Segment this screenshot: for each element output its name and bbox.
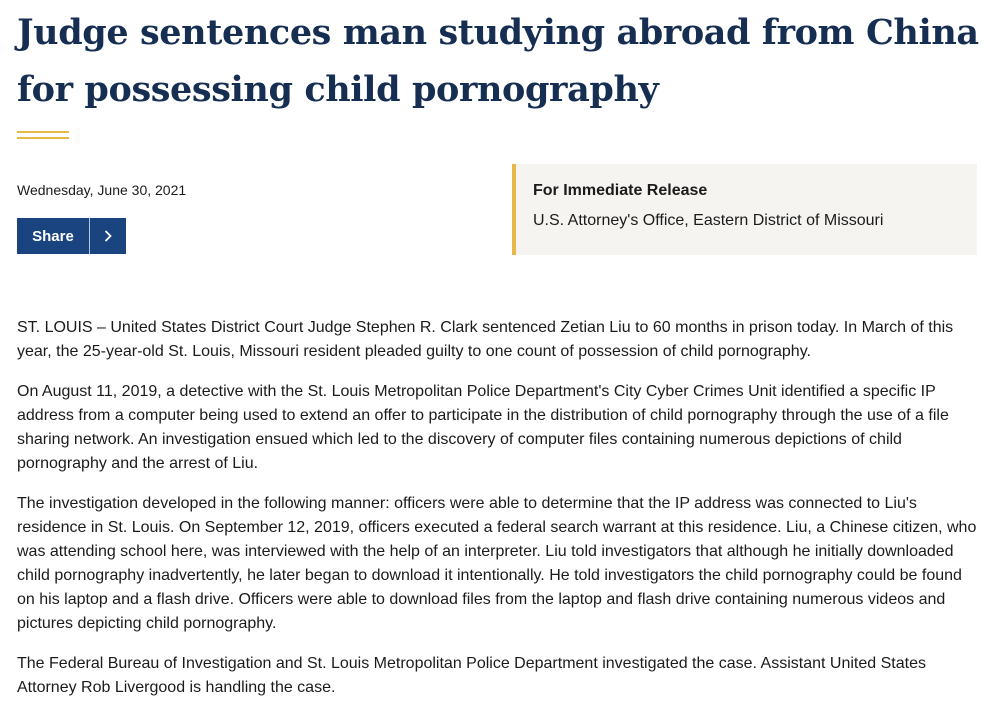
body-paragraph: On August 11, 2019, a detective with the St. Louis Metropolitan Police Department's City Cyber Crimes Unit identified a specific IP address from a computer being used to extend an offer to participate in the distribution of child pornography through the use of a file sharing network. An investigation ensued which led to the discovery of computer files containing numerous depictions of child pornography and the arrest of Liu. [17,383,949,472]
title-underline-accent-lower [17,137,69,139]
release-heading: For Immediate Release [533,182,708,199]
chevron-right-icon [90,230,126,242]
publish-date: Wednesday, June 30, 2021 [17,182,187,198]
release-office: U.S. Attorney's Office, Eastern District of Missouri [533,212,884,229]
share-button[interactable] [17,218,126,254]
body-paragraph: ST. LOUIS – United States District Court Judge Stephen R. Clark sentenced Zetian Liu to 60 months in prison today. In March of this year, the 25-year-old St. Louis, Missouri resident pleaded guilty to one count of possession of child pornography. [17,319,954,360]
page-title: Judge sentences man studying abroad from China for possessing child pornography [17,12,979,110]
article-body [17,316,982,716]
body-paragraph: The investigation developed in the following manner: officers were able to determine that the IP address was connected to Liu's residence in St. Louis. On September 12, 2019, officers executed a federal search warrant at this residence. Liu, a Chinese citizen, who was attending school here, was interviewed with the help of an interpreter. Liu told investigators that although he initially downloaded child pornography inadvertently, he later began to download it intentionally. He told investigators the child pornography could be found on his laptop and a flash drive. Officers were able to download files from the laptop and flash drive containing numerous videos and pictures depicting child pornography. [17,495,977,632]
share-button-label: Share [32,227,74,245]
release-info-box [512,164,977,255]
share-button-divider [89,218,90,254]
title-underline-accent [17,131,69,133]
body-paragraph: The Federal Bureau of Investigation and St. Louis Metropolitan Police Department investigated the case. Assistant United States Attorney Rob Livergood is handling the case. [17,655,926,696]
